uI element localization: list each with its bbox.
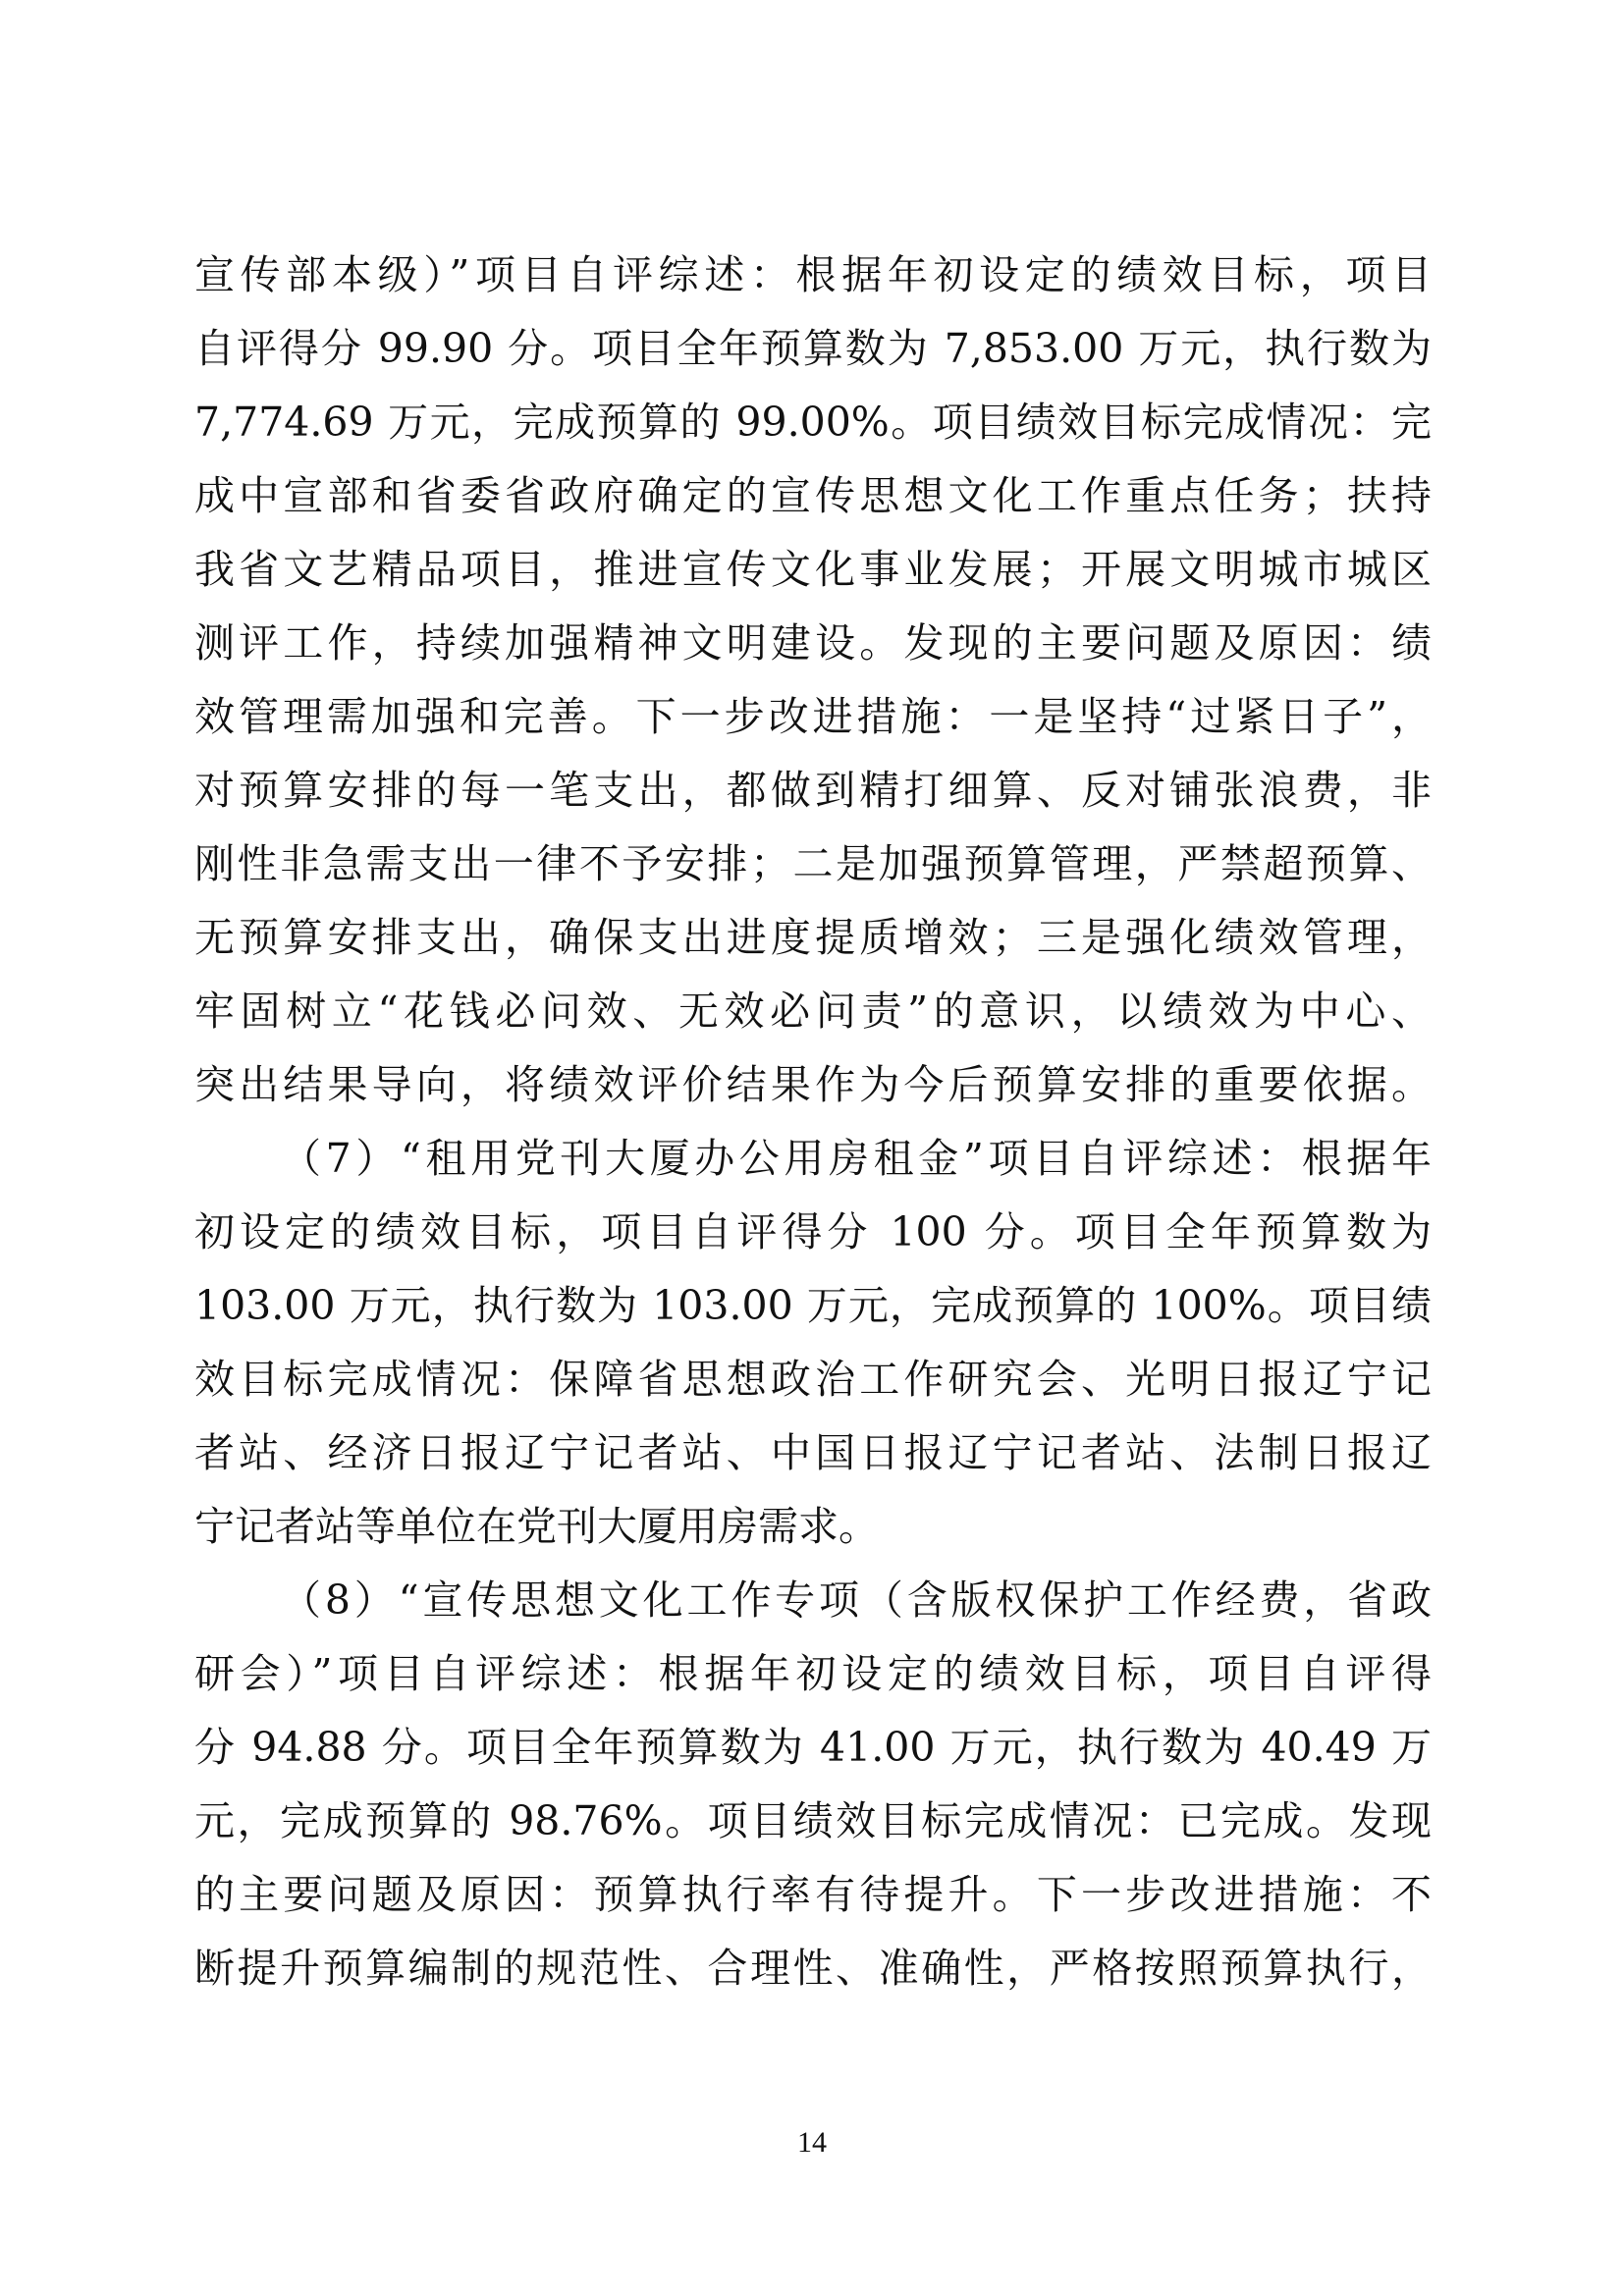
- text-line: 元，完成预算的 98.76%。项目绩效目标完成情况：已完成。发现: [194, 1797, 1432, 1844]
- text-line: 的主要问题及原因：预算执行率有待提升。下一步改进措施：不: [194, 1871, 1432, 1918]
- text-line: 突出结果导向，将绩效评价结果作为今后预算安排的重要依据。: [194, 1061, 1432, 1108]
- text-line: 断提升预算编制的规范性、合理性、准确性，严格按照预算执行，: [194, 1945, 1432, 1992]
- text-line: 宣传部本级）”项目自评综述：根据年初设定的绩效目标，项目: [194, 251, 1432, 298]
- text-line: 7,774.69 万元，完成预算的 99.00%。项目绩效目标完成情况：完: [194, 399, 1432, 446]
- page-number: 14: [797, 2126, 827, 2159]
- text-line: 成中宣部和省委省政府确定的宣传思想文化工作重点任务；扶持: [194, 472, 1432, 519]
- text-line: 我省文艺精品项目，推进宣传文化事业发展；开展文明城市城区: [194, 546, 1432, 593]
- text-line: 刚性非急需支出一律不予安排；二是加强预算管理，严禁超预算、: [194, 840, 1432, 887]
- text-line: 牢固树立“花钱必问效、无效必问责”的意识，以绩效为中心、: [194, 988, 1432, 1035]
- text-line: 自评得分 99.90 分。项目全年预算数为 7,853.00 万元，执行数为: [194, 325, 1432, 372]
- text-line: 效管理需加强和完善。下一步改进措施：一是坚持“过紧日子”，: [194, 693, 1432, 740]
- paragraph-start-line: （8）“宣传思想文化工作专项（含版权保护工作经费，省政: [281, 1576, 1432, 1624]
- text-line: 初设定的绩效目标，项目自评得分 100 分。项目全年预算数为: [194, 1208, 1432, 1255]
- text-line: 分 94.88 分。项目全年预算数为 41.00 万元，执行数为 40.49 万: [194, 1724, 1432, 1771]
- text-line: 者站、经济日报辽宁记者站、中国日报辽宁记者站、法制日报辽: [194, 1429, 1432, 1476]
- text-line: 无预算安排支出，确保支出进度提质增效；三是强化绩效管理，: [194, 914, 1432, 961]
- text-line: 测评工作，持续加强精神文明建设。发现的主要问题及原因：绩: [194, 619, 1432, 667]
- body-text: [194, 239, 1432, 2005]
- paragraph-start-line: （7）“租用党刊大厦办公用房租金”项目自评综述：根据年: [281, 1135, 1432, 1182]
- text-line: 研会）”项目自评综述：根据年初设定的绩效目标，项目自评得: [194, 1650, 1432, 1697]
- text-line: 103.00 万元，执行数为 103.00 万元，完成预算的 100%。项目绩: [194, 1282, 1432, 1329]
- text-line: 宁记者站等单位在党刊大厦用房需求。: [194, 1503, 879, 1550]
- text-line: 效目标完成情况：保障省思想政治工作研究会、光明日报辽宁记: [194, 1356, 1432, 1403]
- text-line: 对预算安排的每一笔支出，都做到精打细算、反对铺张浪费，非: [194, 767, 1432, 814]
